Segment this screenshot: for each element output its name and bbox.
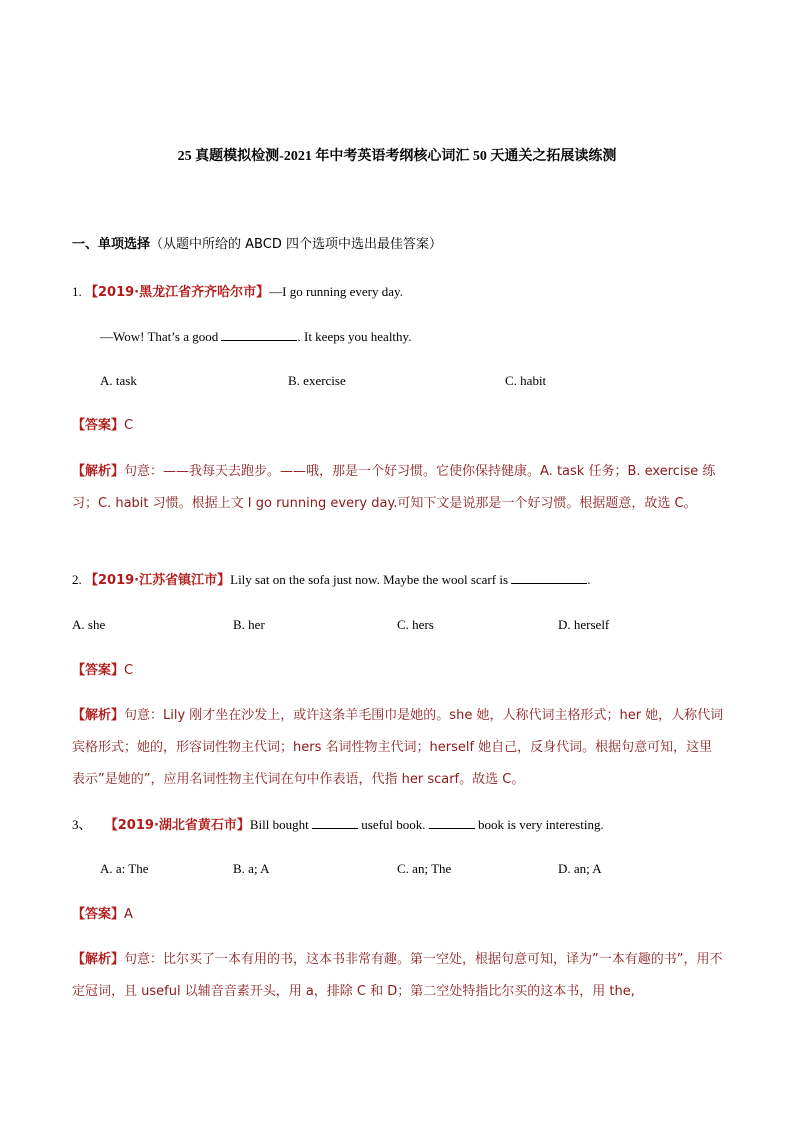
question-number: 1. [72,284,82,299]
question-text: book is very interesting. [478,817,604,832]
option-a: A. task [100,373,137,388]
question-source: 【2019·黑龙江省齐齐哈尔市】 [85,285,270,300]
answer-line [72,417,133,435]
question-2-stem [72,571,591,590]
option-b: B. her [233,617,265,632]
option-a: A. she [72,617,106,632]
option-d: D. an; A [558,861,602,876]
question-1-stem [72,283,403,302]
question-text: useful book. [361,817,426,832]
answer-blank [429,816,475,829]
answer-blank [221,328,297,341]
answer-label: 【答案】 [72,907,125,922]
explanation-text: 句意：Lily 刚才坐在沙发上，或许这条羊毛围巾是她的。she 她，人称代词主格形式；her 她，人称代词宾格形式；她的，形容词性物主代词；hers 名词性物主代词；herself 她自己，反身代词。根据句意可知，这里表示”是她的”，应用名词性物主代词在句中作表语，代指 her scarf。故选 C。 [72,708,724,787]
question-number: 3、 [72,817,92,832]
explanation-label: 【解析】 [72,464,125,479]
question-number: 2. [72,572,82,587]
explanation-text: 句意：——我每天去跑步。——哦，那是一个好习惯。它使你保持健康。A. task 任务；B. exercise 练习；C. habit 习惯。根据上文 I go running every day.可知下文是说那是一个好习惯。根据题意，故选 C。 [72,464,716,511]
explanation-label: 【解析】 [72,952,125,967]
question-text: Bill bought [249,817,309,832]
answer-label: 【答案】 [72,663,125,678]
option-c: C. habit [505,373,547,388]
answer-label: 【答案】 [72,418,125,433]
question-text: —I go running every day. [269,284,403,299]
option-b: B. a; A [233,861,270,876]
question-text: . [587,572,591,587]
page-title: 25 真题模拟检测-2021 年中考英语考纲核心词汇 50 天通关之拓展读练测 [177,149,617,164]
option-b: B. exercise [288,373,346,388]
option-c: C. an; The [397,861,452,876]
explanation-label: 【解析】 [72,708,125,723]
answer-blank [511,571,587,584]
question-source: 【2019·江苏省镇江市】 [85,573,231,588]
explanation [72,700,724,796]
answer-line [72,906,133,924]
answer-line [72,662,133,680]
question-text: Lily sat on the sofa just now. Maybe the wool scarf is [230,572,509,587]
question-1-line2 [100,328,411,346]
answer-value: C [124,663,134,678]
question-text: . It keeps you healthy. [297,329,412,344]
answer-blank [312,816,358,829]
option-a: A. a: The [100,861,149,876]
explanation-text: 句意：比尔买了一本有用的书，这本书非常有趣。第一空处，根据句意可知，译为”一本有趣的书”，用不定冠词，且 useful 以辅音音素开头，用 a，排除 C 和 D；第二空处特指比尔买的这本书，用 the, [72,952,723,999]
answer-value: A [124,907,133,922]
question-text: —Wow! That’s a good [100,329,219,344]
explanation [72,456,724,520]
section-heading [72,236,442,254]
option-c: C. hers [397,617,434,632]
section-title: 单项选择 [98,237,151,252]
answer-value: C [124,418,134,433]
section-note: （从题中所给的 ABCD 四个选项中选出最佳答案） [150,237,442,252]
option-d: D. herself [558,617,610,632]
question-3-stem [72,816,604,835]
section-number: 一、 [72,237,99,252]
question-source: 【2019·湖北省黄石市】 [104,818,250,833]
explanation [72,944,724,1008]
